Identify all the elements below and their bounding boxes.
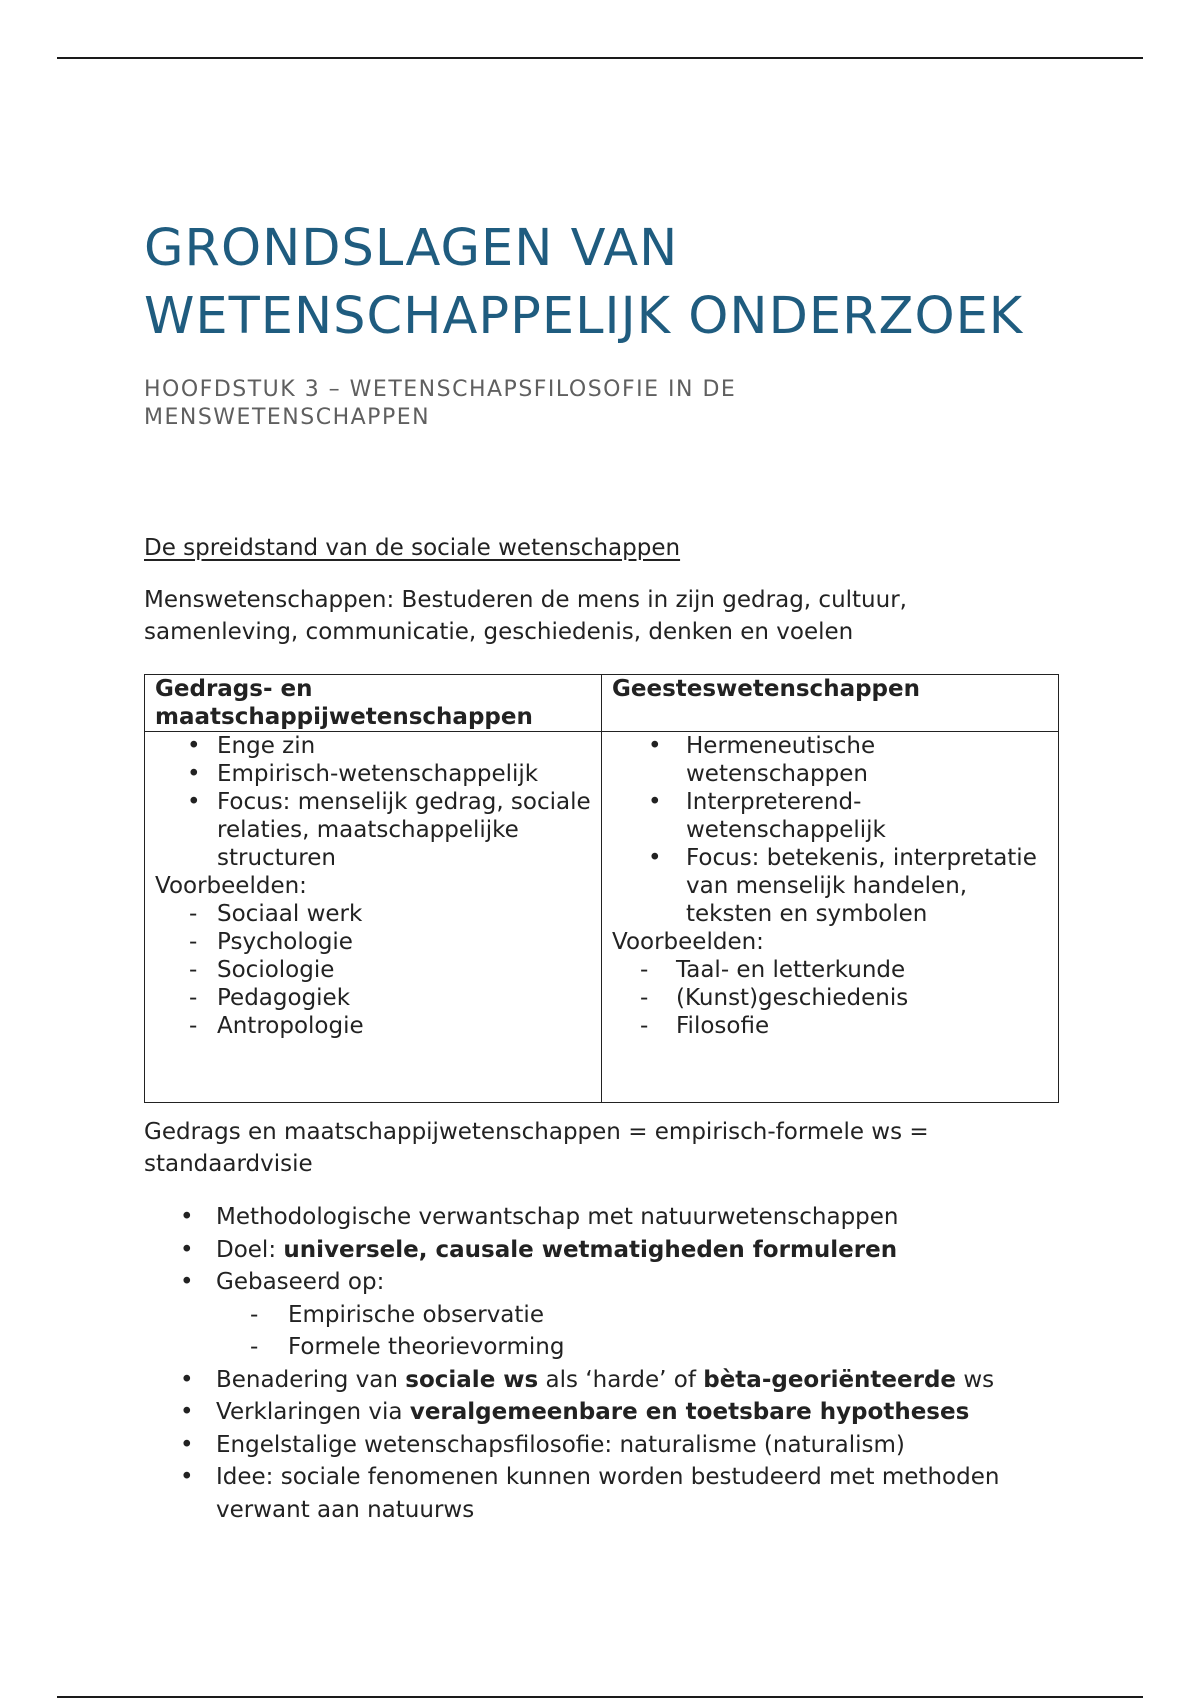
list-item-text: Doel: — [216, 1236, 284, 1263]
list-item-text: ws — [956, 1366, 995, 1393]
document-title: GRONDSLAGEN VAN WETENSCHAPPELIJK ONDERZOEK — [144, 219, 1024, 346]
right-bullet-list — [612, 732, 1048, 928]
list-item-text: Benadering van — [216, 1366, 406, 1393]
list-item: - Taal- en letterkunde — [612, 956, 1048, 984]
intro-paragraph: Menswetenschappen: Bestuderen de mens in zijn gedrag, cultuur, samenleving, communicatie, geschiedenis, denken en voelen — [144, 587, 907, 645]
table-body-row — [145, 732, 1059, 1103]
list-item: • Engelstalige wetenschapsfilosofie: naturalisme (naturalism) — [144, 1429, 1084, 1462]
list-item — [144, 1396, 1084, 1429]
comparison-table — [144, 674, 1059, 1103]
list-item: • Empirisch-wetenschappelijk — [155, 760, 591, 788]
list-item: - Filosofie — [612, 1012, 1048, 1040]
section-heading: De spreidstand van de sociale wetenschappen — [144, 535, 681, 561]
list-item: • Focus: betekenis, interpretatie van menselijk handelen, teksten en symbolen — [612, 844, 1048, 928]
table-header-right: Geesteswetenschappen — [602, 675, 1059, 732]
list-item: - Pedagogiek — [155, 984, 591, 1012]
list-item: - Sociologie — [155, 956, 591, 984]
list-item: • Interpreterend-wetenschappelijk — [612, 788, 1048, 844]
standard-view-paragraph: Gedrags en maatschappijwetenschappen = empirisch-formele ws = standaardvisie — [144, 1119, 929, 1177]
standard-view-list — [144, 1201, 1084, 1526]
list-item: • Enge zin — [155, 732, 591, 760]
list-item: • Hermeneutische wetenschappen — [612, 732, 1048, 788]
left-examples-list — [155, 900, 591, 1040]
list-item-emphasis: universele, causale wetmatigheden formuleren — [283, 1236, 898, 1263]
right-examples-label: Voorbeelden: — [612, 929, 764, 955]
page-top-rule — [57, 57, 1143, 59]
list-item-text: als ‘harde’ of — [538, 1366, 704, 1393]
list-item — [144, 1234, 1084, 1267]
list-item — [144, 1266, 1084, 1364]
table-header-left: Gedrags- en maatschappijwetenschappen — [145, 675, 602, 732]
list-item: • Idee: sociale fenomenen kunnen worden bestudeerd met methoden verwant aan natuurws — [144, 1461, 1084, 1526]
list-item-emphasis: bèta-georiënteerde — [703, 1366, 957, 1393]
sub-list — [216, 1299, 1084, 1364]
list-item-emphasis: sociale ws — [405, 1366, 539, 1393]
page-bottom-rule — [57, 1696, 1143, 1698]
list-item-emphasis: veralgemeenbare en toetsbare hypotheses — [409, 1399, 970, 1425]
table-header-row — [145, 675, 1059, 732]
left-bullet-list — [155, 732, 591, 872]
list-item: - Antropologie — [155, 1012, 591, 1040]
list-item: - Sociaal werk — [155, 900, 591, 928]
list-item-text: Verklaringen via — [216, 1399, 410, 1425]
table-cell-left — [145, 732, 602, 1103]
list-item: • Focus: menselijk gedrag, sociale relaties, maatschappelijke structuren — [155, 788, 591, 872]
table-cell-right — [602, 732, 1059, 1103]
list-item-text: Gebaseerd op: — [216, 1269, 385, 1295]
list-item: - Psychologie — [155, 928, 591, 956]
left-examples-label: Voorbeelden: — [155, 873, 307, 899]
list-item — [144, 1364, 1084, 1397]
list-item: • Methodologische verwantschap met natuurwetenschappen — [144, 1201, 1084, 1234]
sub-list-item: - Empirische observatie — [216, 1299, 1084, 1332]
right-examples-list — [612, 956, 1048, 1040]
document-subtitle: HOOFDSTUK 3 – WETENSCHAPSFILOSOFIE IN DE MENSWETENSCHAPPEN — [144, 377, 737, 430]
list-item: - (Kunst)geschiedenis — [612, 984, 1048, 1012]
sub-list-item: - Formele theorievorming — [216, 1331, 1084, 1364]
